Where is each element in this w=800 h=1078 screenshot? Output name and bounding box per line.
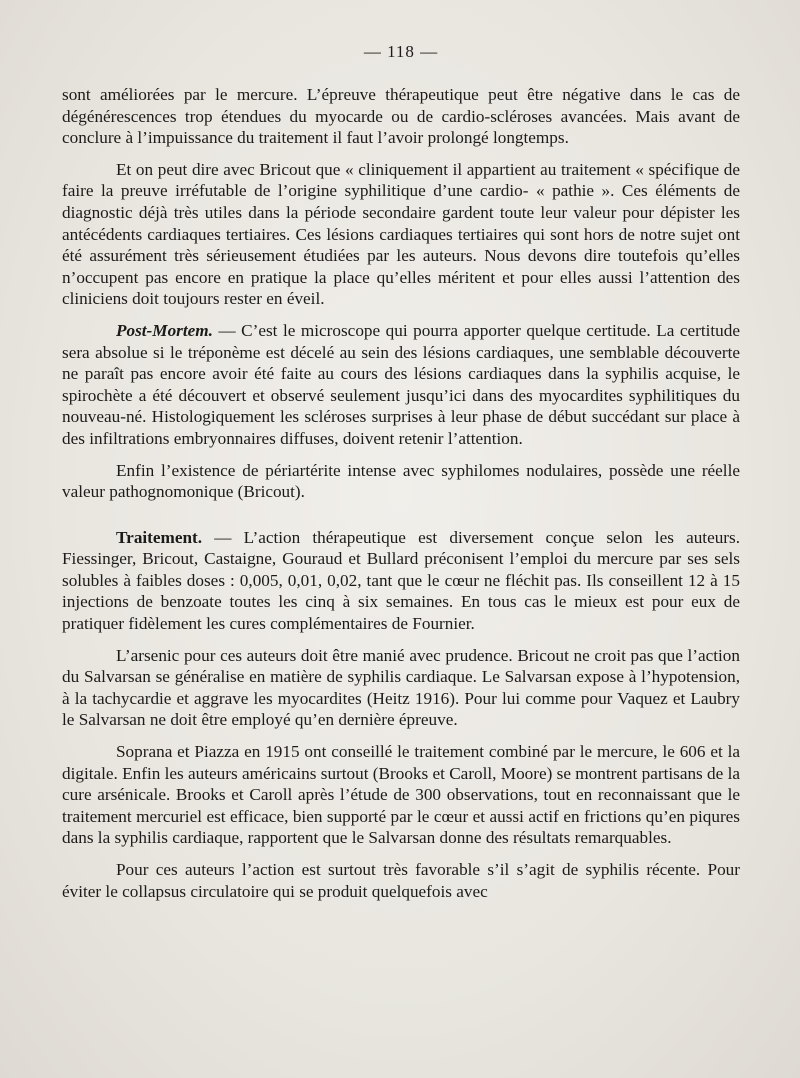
paragraph-post-mortem — [62, 320, 740, 450]
traitement-heading: Traitement. — [116, 527, 203, 547]
paragraph-arsenic: L’arsenic pour ces auteurs doit être manié avec prudence. Bricout ne croit pas que l’action du Salvarsan se généralise en matière de syphilis cardiaque. Le Salvarsan expose à l’hypotension, à la tachycardie et aggrave les myocardites (Heitz 1916). Pour lui comme pour Vaquez et Laubry le Salvarsan ne doit être employé qu’en dernière épreuve. — [62, 645, 740, 730]
paragraph-syphilis-recente: Pour ces auteurs l’action est surtout très favorable s’il s’agit de syphilis récente. Pour éviter le collapsus circulatoire qui se produit quelquefois avec — [62, 860, 740, 901]
paragraph-bricout-quote: Et on peut dire avec Bricout que « cliniquement il appartient au traitement « spécifique de faire la preuve irréfutable de l’origine syphilitique d’une cardio- « pathie ». Ces éléments de diagnostic déjà très utiles dans la période secondaire gardent toute leur valeur pour dépister les antécédents cardiaques tertiaires. Ces lésions cardiaques tertiaires qui sont hors de notre sujet ont été assurément très sérieusement étudiées par les auteurs. Nous devons dire toutefois qu’elles n’occupent pas encore en pratique la place qu’elles méritent et pour elles aussi l’attention des cliniciens doit toujours rester en éveil. — [62, 159, 740, 309]
paragraph-traitement — [62, 527, 740, 635]
traitement-body: — L’action thérapeutique est diversement conçue selon les auteurs. Fiessinger, Bricout, Castaigne, Gouraud et Bullard préconisent l’emploi du mercure par ses sels solubles à faibles doses : 0,005, 0,01, 0,02, tant que le cœur ne fléchit pas. Ils conseillent 12 à 15 injections de benzoate toutes les cinq à six semaines. En tous cas le mieux est pour eux de pratiquer fidèlement les cures complémentaires de Fournier. — [62, 527, 740, 634]
section-divider-space — [62, 513, 740, 527]
page-number: — 118 — — [363, 42, 439, 61]
post-mortem-body: — C’est le microscope qui pourra apporter quelque certitude. La certitude sera absolue si le tréponème est décelé au sein des lésions cardiaques, une semblable découverte ne paraît pas encore avoir été faite au cours des lésions cardiaques dans la syphilis acquise, le spirochète a été découvert et observé seulement jusqu’ici dans des myocardites syphilitiques du nouveau-né. Histologiquement les scléroses surprises à leur phase de début succédant sur place à des infiltrations embryonnaires diffuses, doivent retenir l’attention. — [62, 320, 740, 448]
post-mortem-heading: Post-Mortem. — [116, 320, 213, 340]
paragraph-continuation: sont améliorées par le mercure. L’épreuve thérapeutique peut être négative dans le cas de dégénérescences trop étendues du myocarde ou de cardio-scléroses avancées. Mais avant de conclure à l’impuissance du traitement il faut l’avoir prolongé longtemps. — [62, 85, 740, 148]
paragraph-periarterite: Enfin l’existence de périartérite intense avec syphilomes nodulaires, possède une réelle valeur pathognomonique (Bricout). — [62, 460, 740, 502]
paragraph-soprana-piazza: Soprana et Piazza en 1915 ont conseillé le traitement combiné par le mercure, le 606 et la digitale. Enfin les auteurs américains surtout (Brooks et Caroll, Moore) se montrent partisans de la cure arsénicale. Brooks et Caroll après l’étude de 300 observations, tout en reconnaissant que le traitement mercuriel est efficace, bien supporté par le cœur et aussi actif en frictions qu’en piqures dans la syphilis cardiaque, rapportent que le Salvarsan donne des résultats remarquables. — [62, 742, 740, 848]
